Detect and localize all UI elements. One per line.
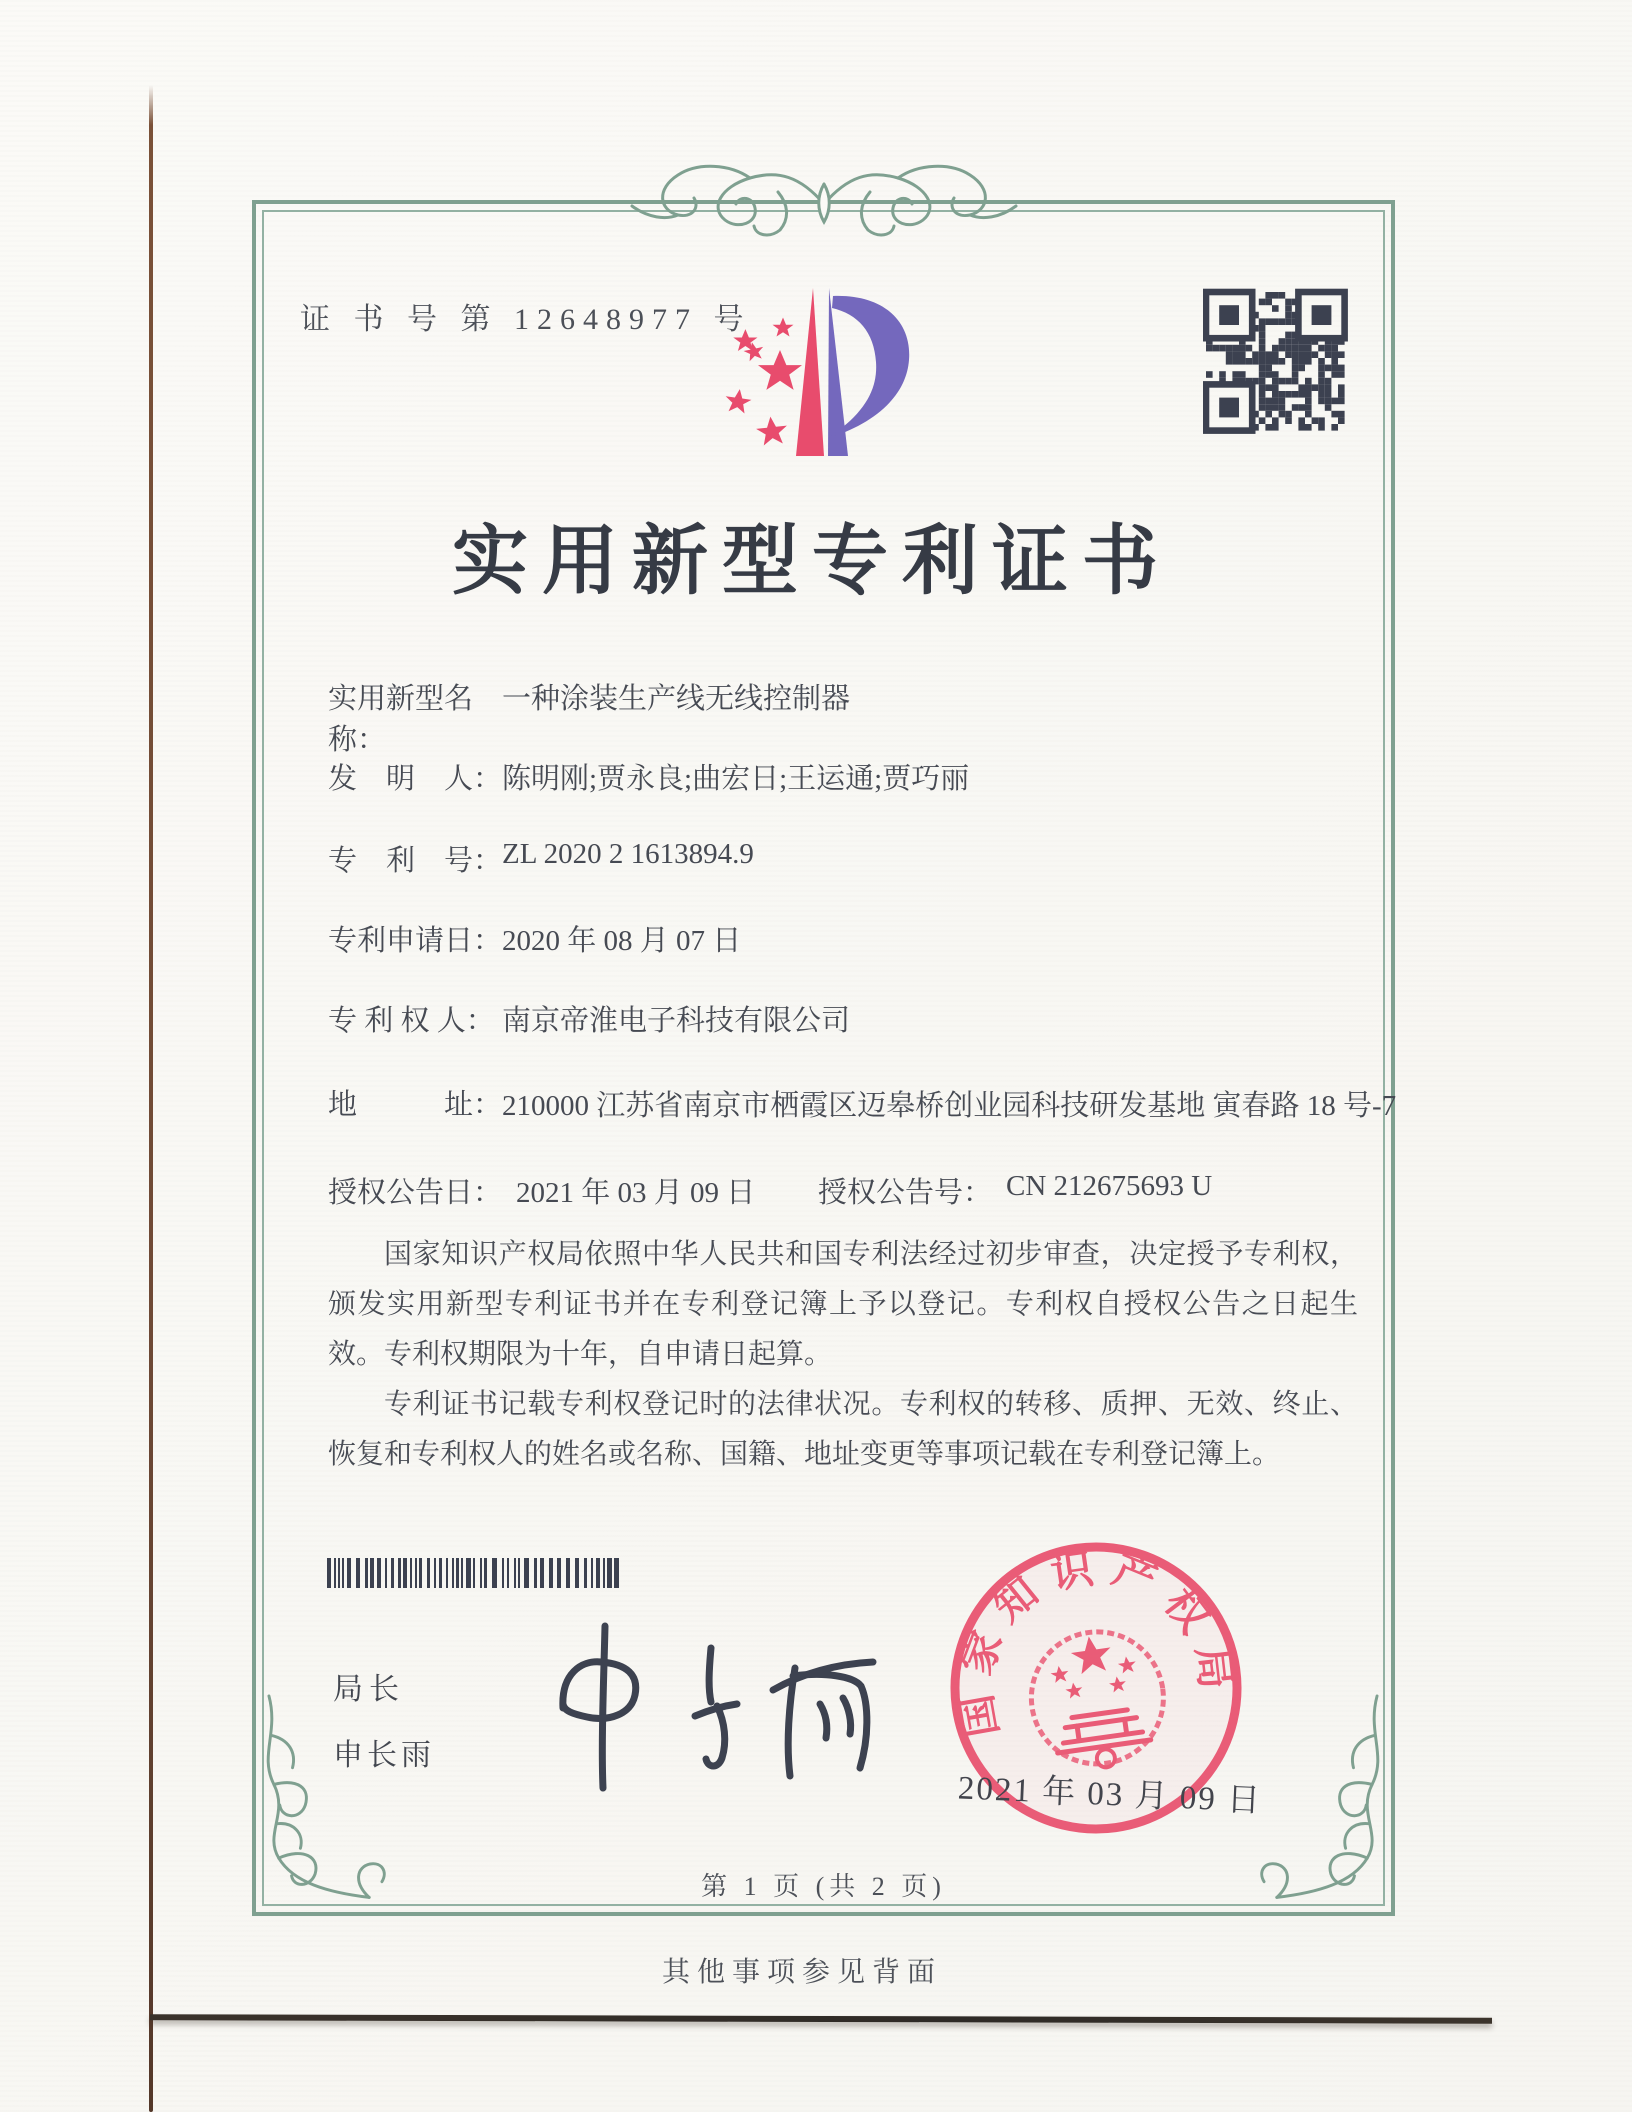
- top-center-flourish-icon: [628, 156, 1020, 248]
- seal-ring-text: 国家知识产权局: [952, 1544, 1240, 1741]
- field-filing-date: [328, 918, 741, 959]
- legal-paragraph-2: 专利证书记载专利权登记时的法律状况。专利权的转移、质押、无效、终止、恢复和专利权人的姓名或名称、国籍、地址变更等事项记载在专利登记簿上。: [328, 1389, 1358, 1470]
- field-patent-number: [328, 838, 754, 879]
- field-label: 发 明 人：: [328, 763, 503, 795]
- field-label: 实用新型名称：: [328, 683, 474, 756]
- field-label: 专 利 权 人：: [328, 1005, 495, 1037]
- back-note: 其他事项参见背面: [661, 1957, 942, 1988]
- officer-name: 申长雨: [333, 1739, 435, 1772]
- field-label: 地 址：: [328, 1089, 503, 1121]
- page-title: 实用新型专利证书: [452, 520, 1172, 604]
- director-signature: [505, 1612, 905, 1802]
- field-label: 专利申请日：: [328, 925, 503, 957]
- legal-paragraph-1: 国家知识产权局依照中华人民共和国专利法经过初步审查，决定授予专利权，颁发实用新型专利证书并在专利登记簿上予以登记。专利权自授权公告之日起生效。专利权期限为十年，自申请日起算。: [328, 1239, 1358, 1370]
- field-value: 一种涂装生产线无线控制器: [502, 683, 851, 715]
- page-indicator: 第 1 页 (共 2 页): [701, 1872, 946, 1901]
- barcode: [327, 1558, 619, 1588]
- legal-text: [328, 1230, 1358, 1480]
- field-address: [328, 1082, 1402, 1130]
- paper-spine-edge: [149, 85, 153, 2112]
- field-label: 专 利 号：: [328, 845, 503, 877]
- field-value: 2020 年 08 月 07 日: [502, 925, 742, 957]
- field-utility-model-name: [328, 676, 850, 758]
- seal-date: 2021 年 03 月 09 日: [957, 1770, 1263, 1820]
- field-value: ZL 2020 2 1613894.9: [502, 838, 754, 870]
- field-value: 南京帝淮电子科技有限公司: [502, 1005, 851, 1037]
- certificate-number: 证 书 号 第 12648977 号: [300, 303, 752, 336]
- grant-number-label: 授权公告号：: [818, 1177, 993, 1209]
- grant-date-label: 授权公告日：: [328, 1177, 503, 1209]
- cnipa-logo-icon: [716, 280, 926, 475]
- field-inventors: [328, 756, 969, 797]
- qr-code: [1203, 286, 1349, 438]
- field-value: 210000 江苏省南京市栖霞区迈皋桥创业园科技研发基地 寅春路 18 号-7: [502, 1090, 1397, 1122]
- grant-info-row: [328, 1170, 1212, 1211]
- paper-bottom-edge: [150, 2014, 1492, 2024]
- field-value: 陈明刚;贾永良;曲宏日;王运通;贾巧丽: [502, 763, 970, 795]
- field-patentee: [328, 998, 850, 1039]
- officer-title: 局长: [333, 1673, 405, 1706]
- grant-date-value: 2021 年 03 月 09 日: [516, 1177, 756, 1209]
- grant-number-value: CN 212675693 U: [1006, 1170, 1213, 1202]
